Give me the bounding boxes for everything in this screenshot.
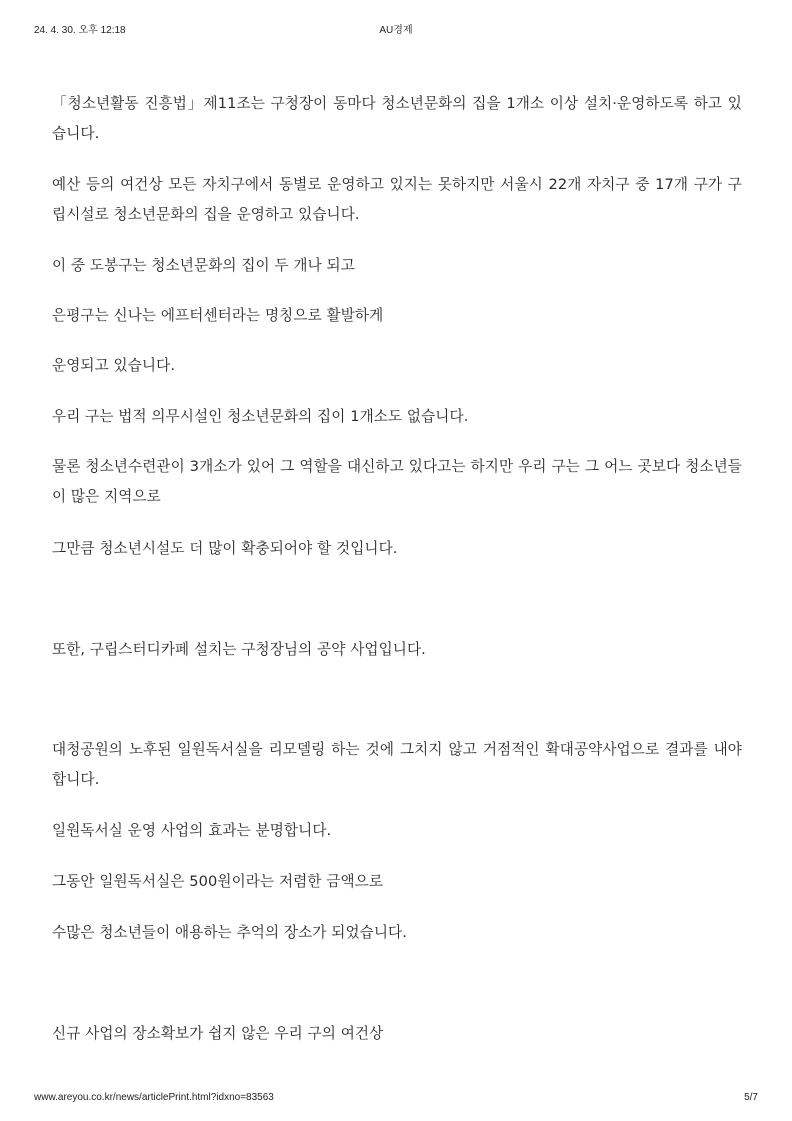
paragraph-14: 신규 사업의 장소확보가 쉽지 않은 우리 구의 여건상: [52, 1025, 384, 1042]
print-footer: [0, 1092, 792, 1106]
print-header: [0, 21, 792, 35]
paragraph-1: 「청소년활동 진흥법」제11조는 구청장이 동마다 청소년문화의 집을 1개소 이상 설치·운영하도록 하고 있습니다.: [52, 95, 742, 142]
article-url: www.areyou.co.kr/news/articlePrint.html?idxno=83563: [34, 1092, 274, 1103]
paragraph-11: 일원독서실 운영 사업의 효과는 분명합니다.: [52, 822, 332, 839]
paragraph-10: 대청공원의 노후된 일원독서실을 리모델링 하는 것에 그치지 않고 거점적인 확대공약사업으로 결과를 내야 합니다.: [52, 741, 742, 788]
paragraph-4: 은평구는 신나는 에프터센터라는 명칭으로 활발하게: [52, 307, 384, 324]
print-page-title: AU경제: [379, 25, 413, 36]
paragraph-3: 이 중 도봉구는 청소년문화의 집이 두 개나 되고: [52, 257, 355, 274]
paragraph-6: 우리 구는 법적 의무시설인 청소년문화의 집이 1개소도 없습니다.: [52, 408, 469, 425]
paragraph-7: 물론 청소년수련관이 3개소가 있어 그 역할을 대신하고 있다고는 하지만 우리 구는 그 어느 곳보다 청소년들이 많은 지역으로: [52, 458, 742, 505]
paragraph-12: 그동안 일원독서실은 500원이라는 저렴한 금액으로: [52, 873, 384, 890]
paragraph-13: 수많은 청소년들이 애용하는 추억의 장소가 되었습니다.: [52, 924, 407, 941]
paragraph-9: 또한, 구립스터디카페 설치는 구청장님의 공약 사업입니다.: [52, 641, 426, 658]
print-datetime: 24. 4. 30. 오후 12:18: [34, 25, 126, 36]
paragraph-5: 운영되고 있습니다.: [52, 357, 176, 374]
paragraph-2: 예산 등의 여건상 모든 자치구에서 동별로 운영하고 있지는 못하지만 서울시 22개 자치구 중 17개 구가 구립시설로 청소년문화의 집을 운영하고 있습니다.: [52, 176, 742, 223]
paragraph-8: 그만큼 청소년시설도 더 많이 확충되어야 할 것입니다.: [52, 540, 398, 557]
page-number: 5/7: [744, 1092, 758, 1103]
